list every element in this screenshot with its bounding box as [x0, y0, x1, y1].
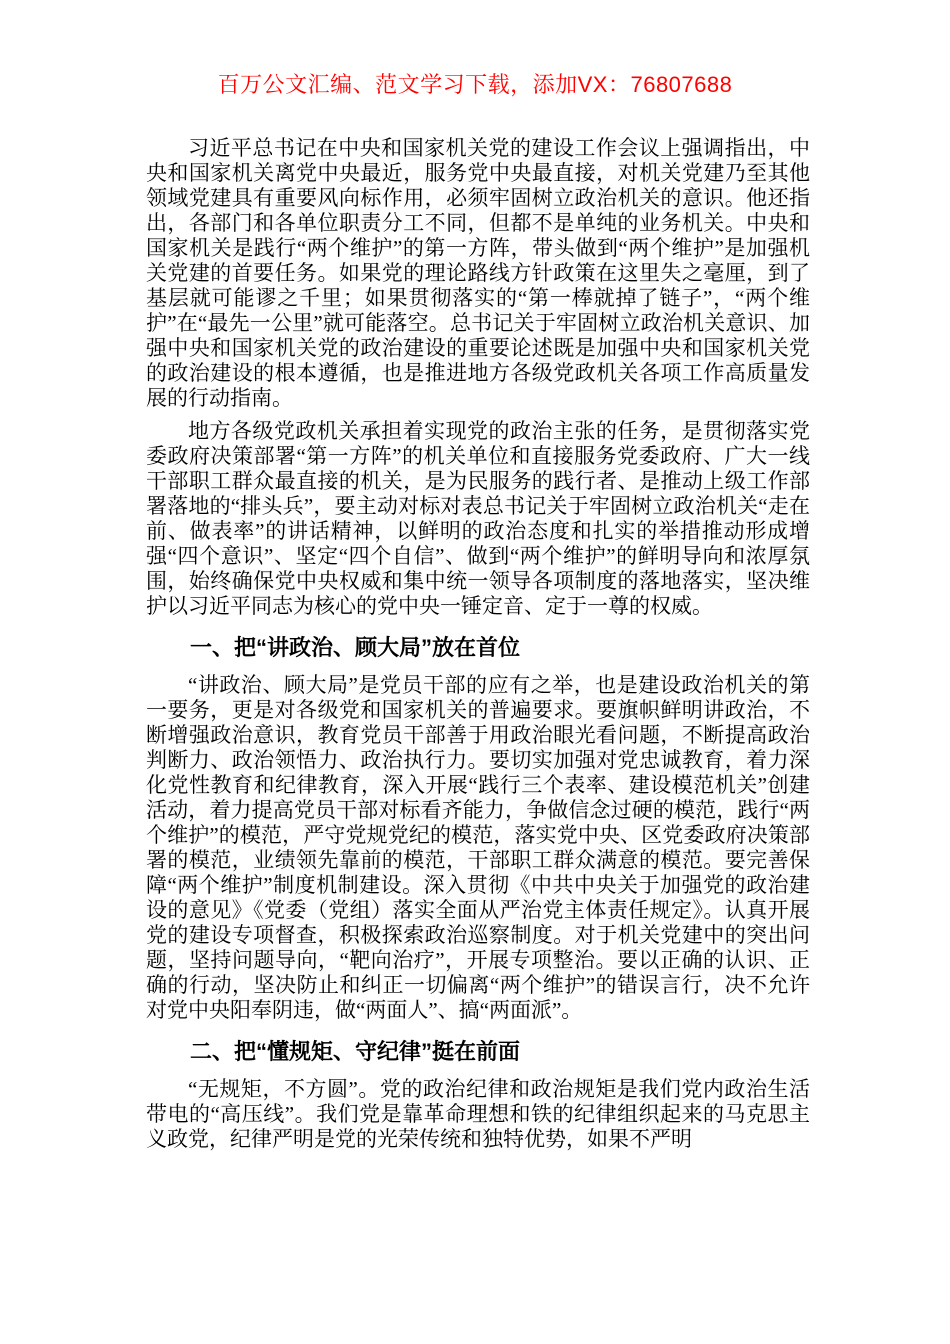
paragraph-intro-1: 习近平总书记在中央和国家机关党的建设工作会议上强调指出，中央和国家机关离党中央最近，服务党中央最直接，对机关党建乃至其他领域党建具有重要风向标作用，必须牢固树立政治机关的意识。他还指出，各部门和各单位职责分工不同，但都不是单纯的业务机关。中央和国家机关是践行“两个维护”的第一方阵，带头做到“两个维护”是加强机关党建的首要任务。如果党的理论路线方针政策在这里失之毫厘，到了基层就可能谬之千里；如果贯彻落实的“第一棒就掉了链子”，“两个维护”在“最先一公里”就可能落空。总书记关于牢固树立政治机关意识、加强中央和国家机关党的政治建设的重要论述既是加强中央和国家机关党的政治建设的根本遵循，也是推进地方各级党政机关各项工作高质量发展的行动指南。 — [146, 136, 810, 410]
paragraph-section-2: “无规矩，不方圆”。党的政治纪律和政治规矩是我们党内政治生活带电的“高压线”。我们党是靠革命理想和铁的纪律组织起来的马克思主义政党，纪律严明是党的光荣传统和独特优势，如果不严明 — [146, 1077, 810, 1151]
section-heading-1: 一、把“讲政治、顾大局”放在首位 — [190, 635, 521, 660]
section-heading-2: 二、把“懂规矩、守纪律”挺在前面 — [190, 1039, 521, 1064]
paragraph-intro-2: 地方各级党政机关承担着实现党的政治主张的任务，是贯彻落实党委政府决策部署“第一方阵”的机关单位和直接服务党委政府、广大一线干部职工群众最直接的机关，是为民服务的践行者、是推动上级工作部署落地的“排头兵”，要主动对标对表总书记关于牢固树立政治机关“走在前、做表率”的讲话精神，以鲜明的政治态度和扎实的举措推动形成增强“四个意识”、坚定“四个自信”、做到“两个维护”的鲜明导向和浓厚氛围，始终确保党中央权威和集中统一领导各项制度的落地落实，坚决维护以习近平同志为核心的党中央一锤定音、定于一尊的权威。 — [146, 419, 810, 618]
document-body — [0, 98, 950, 1152]
paragraph-section-1: “讲政治、顾大局”是党员干部的应有之举，也是建设政治机关的第一要务，更是对各级党和国家机关的普遍要求。要旗帜鲜明讲政治，不断增强政治意识，教育党员干部善于用政治眼光看问题，不断提高政治判断力、政治领悟力、政治执行力。要切实加强对党忠诚教育，着力深化党性教育和纪律教育，深入开展“践行三个表率、建设模范机关”创建活动，着力提高党员干部对标看齐能力，争做信念过硬的模范，践行“两个维护”的模范，严守党规党纪的模范，落实党中央、区党委政府决策部署的模范，业绩领先靠前的模范，干部职工群众满意的模范。要完善保障“两个维护”制度机制建设。深入贯彻《中共中央关于加强党的政治建设的意见》《党委（党组）落实全面从严治党主体责任规定》。认真开展党的建设专项督查，积极探索政治巡察制度。对于机关党建中的突出问题，坚持问题导向，“靶向治疗”，开展专项整治。要以正确的认识、正确的行动，坚决防止和纠正一切偏离“两个维护”的错误言行，决不允许对党中央阳奉阴违，做“两面人”、搞“两面派”。 — [146, 673, 810, 1022]
promo-banner-text: 百万公文汇编、范文学习下载，添加VX：76807688 — [217, 72, 733, 97]
